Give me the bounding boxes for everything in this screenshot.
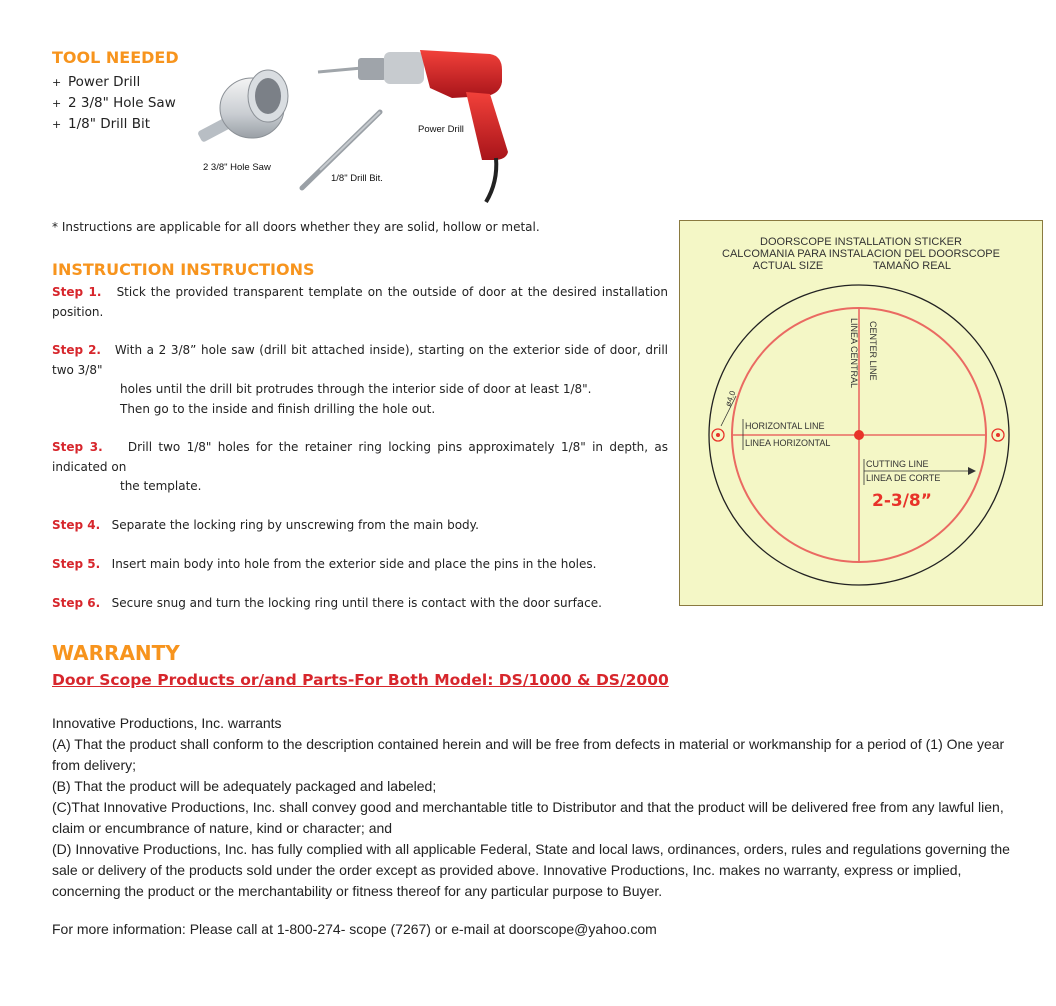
linea-central-label: LINEA CENTRAL <box>849 318 859 389</box>
warranty-clause-b: (B) That the product will be adequately packaged and labeled; <box>52 778 437 794</box>
warranty-heading: WARRANTY <box>52 641 180 665</box>
warranty-clause-a: (A) That the product shall conform to the description contained herein and will be free from defects in material or workmanship for a period of (1) One year from delivery; <box>52 736 1005 773</box>
installation-sticker <box>679 220 1043 606</box>
tool-needed-heading: TOOL NEEDED <box>52 48 179 67</box>
power-drill-caption: Power Drill <box>418 124 464 135</box>
tools-illustration <box>190 42 530 212</box>
contact-info: For more information: Please call at 1-800-274- scope (7267) or e-mail at doorscope@yahoo.com <box>52 921 657 937</box>
warranty-intro: Innovative Productions, Inc. warrants <box>52 715 282 731</box>
tool-item: + Power Drill <box>52 74 141 90</box>
warranty-body <box>52 713 1022 902</box>
actual-size-label: ACTUAL SIZE <box>752 260 824 272</box>
horizontal-line-label: HORIZONTAL LINE <box>745 421 825 431</box>
instruction-heading: INSTRUCTION INSTRUCTIONS <box>52 260 315 279</box>
cutting-line-label: CUTTING LINE <box>866 459 929 469</box>
tool-item: + 1/8" Drill Bit <box>52 116 151 132</box>
step-2: Step 2. With a 2 3/8” hole saw (drill bit attached inside), starting on the exterior side of door, drill two 3/8" holes until the drill bit protrudes through the interior side of door at least 1/8". Then go to the inside and finish drilling the hole out. <box>52 343 668 416</box>
step-3: Step 3. Drill two 1/8" holes for the retainer ring locking pins approximately 1/8" in depth, as indicated on the template. <box>52 440 668 493</box>
sticker-title: DOORSCOPE INSTALLATION STICKER <box>760 236 962 248</box>
step-1: Step 1. Stick the provided transparent template on the outside of door at the desired installation position. <box>52 285 668 319</box>
step-6: Step 6. Secure snug and turn the locking ring until there is contact with the door surface. <box>52 596 602 610</box>
tool-list <box>52 72 176 135</box>
sticker-title-es: CALCOMANIA PARA INSTALACION DEL DOORSCOPE <box>722 248 1000 260</box>
left-pin-target-icon <box>712 429 724 441</box>
step-5: Step 5. Insert main body into hole from the exterior side and place the pins in the holes. <box>52 557 597 571</box>
hole-saw-icon <box>197 70 288 143</box>
center-line-label: CENTER LINE <box>868 321 878 381</box>
sticker-diagram <box>680 221 1042 605</box>
hole-saw-caption: 2 3/8" Hole Saw <box>203 162 271 173</box>
linea-horizontal-label: LINEA HORIZONTAL <box>745 438 831 448</box>
warranty-clause-c: (C)That Innovative Productions, Inc. shall convey good and merchantable title to Distributor and that the product will be delivered free from any lawful lien, claim or encumbrance of nature, kind or character; and <box>52 799 1004 836</box>
applicability-note: * Instructions are applicable for all doors whether they are solid, hollow or metal. <box>52 220 540 234</box>
tool-item: + 2 3/8" Hole Saw <box>52 95 176 111</box>
right-pin-target-icon <box>992 429 1004 441</box>
pin-diameter-label: ø4.0 <box>723 389 738 408</box>
center-dot <box>854 430 864 440</box>
tamano-real-label: TAMAÑO REAL <box>872 260 952 272</box>
drill-bit-caption: 1/8" Drill Bit. <box>331 173 383 184</box>
step-4: Step 4. Separate the locking ring by unscrewing from the main body. <box>52 518 479 532</box>
linea-corte-label: LINEA DE CORTE <box>866 473 941 483</box>
hole-size-label: 2-3/8” <box>872 491 932 511</box>
warranty-clause-d: (D) Innovative Productions, Inc. has fully complied with all applicable Federal, State and local laws, ordinances, orders, rules and regulations governing the sale or delivery of the products sold under the order except as provided above. Innovative Productions, Inc. makes no warranty, express or implied, concerning the product or the merchantability or fitness thereof for any particular purpose to Buyer. <box>52 841 1010 899</box>
warranty-subtitle: Door Scope Products or/and Parts-For Both Model: DS/1000 & DS/2000 <box>52 671 669 689</box>
